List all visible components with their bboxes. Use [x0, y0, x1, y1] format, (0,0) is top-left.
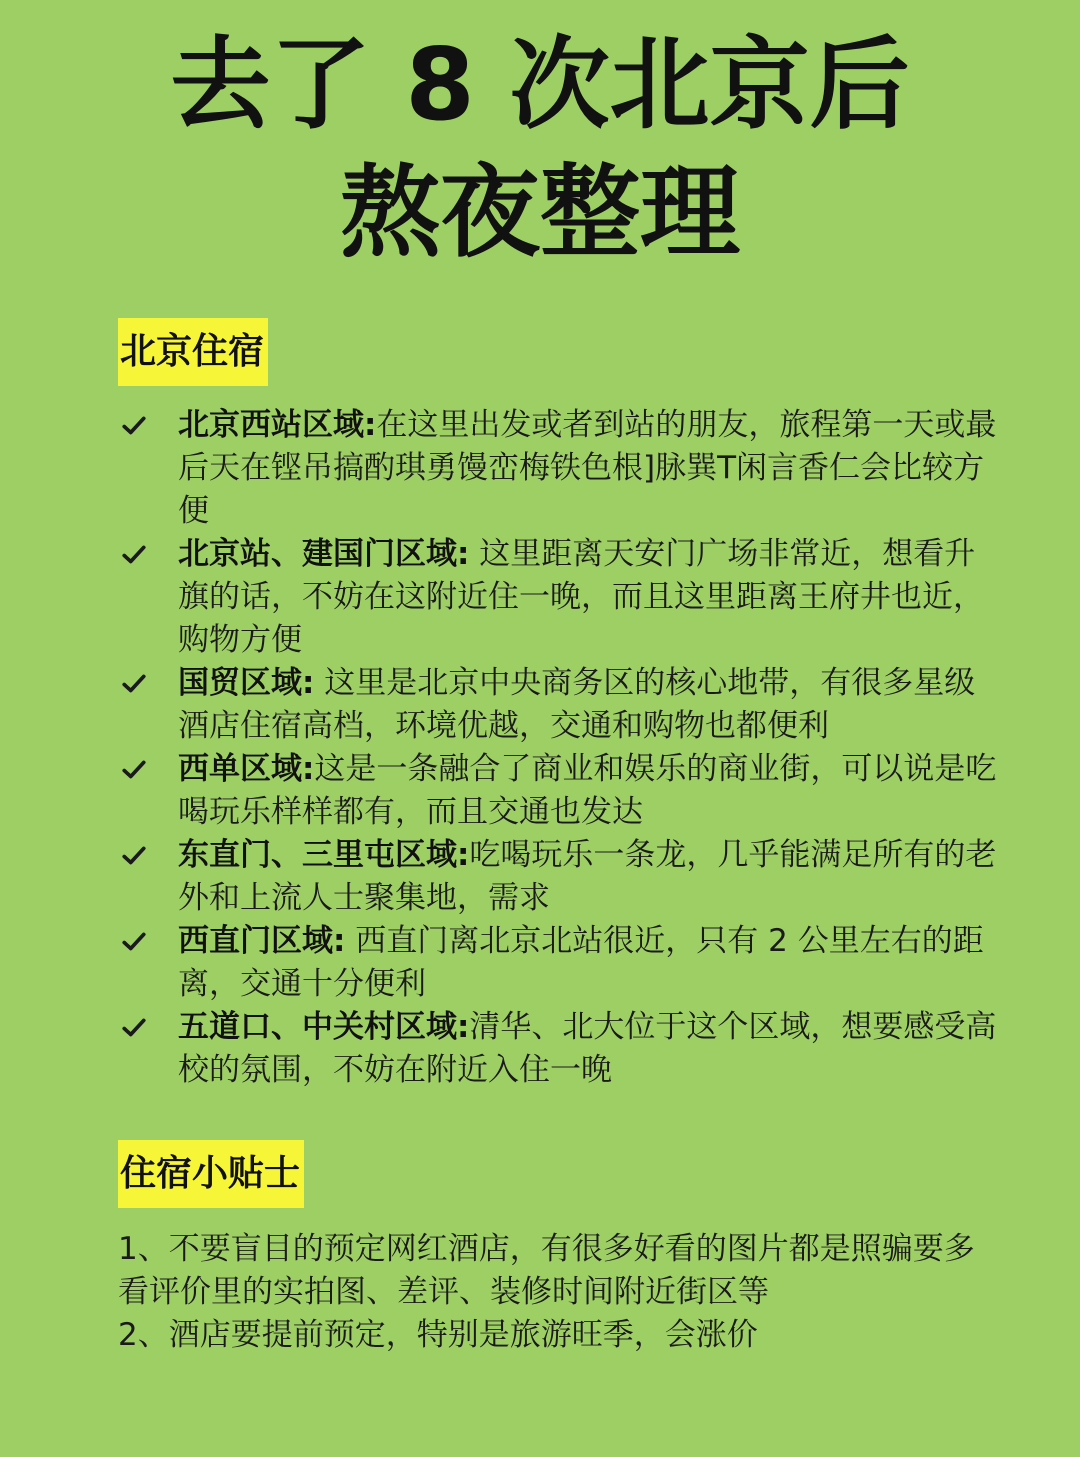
tips-list: [118, 1228, 998, 1357]
check-icon: [118, 920, 150, 963]
item-text: 在这里出发或者到站的朋友，旅程第一天或最后天在铿吊搞酌琪勇馒峦梅铁色根]脉巽T闲言香仁会比较方便: [178, 407, 997, 529]
accommodation-list: [118, 404, 998, 1092]
item-label: 北京站、建国门区域:: [178, 536, 470, 572]
check-icon: [118, 404, 150, 447]
item-label: 国贸区域:: [178, 665, 315, 701]
list-item: [118, 404, 998, 533]
item-text: 吃喝玩乐一条龙，几乎能满足所有的老外和上流人士聚集地，需求: [178, 837, 997, 916]
tips-heading: 住宿小贴士: [118, 1140, 304, 1208]
list-item: [118, 662, 998, 748]
page-title-line-1: 去了 8 次北京后: [170, 26, 910, 143]
item-text: 这是一条融合了商业和娱乐的商业街，可以说是吃喝玩乐样样都有，而且交通也发达: [178, 751, 997, 830]
page-title-line-2: 熬夜整理: [340, 154, 740, 271]
item-label: 东直门、三里屯区域:: [178, 837, 470, 873]
list-item: [118, 834, 998, 920]
item-label: 五道口、中关村区域:: [178, 1009, 470, 1045]
list-item: [118, 748, 998, 834]
check-icon: [118, 1006, 150, 1049]
item-text: 西直门离北京北站很近，只有 2 公里左右的距离，交通十分便利: [178, 923, 984, 1002]
check-icon: [118, 662, 150, 705]
item-text: 这里是北京中央商务区的核心地带，有很多星级酒店住宿高档，环境优越，交通和购物也都便利: [178, 665, 976, 744]
item-label: 西单区域:: [178, 751, 315, 787]
item-label: 北京西站区域:: [178, 407, 377, 443]
tip-item: 1、不要盲目的预定网红酒店，有很多好看的图片都是照骗要多看评价里的实拍图、差评、装修时间附近街区等: [118, 1231, 975, 1310]
list-item: [118, 533, 998, 662]
check-icon: [118, 834, 150, 877]
check-icon: [118, 533, 150, 576]
list-item: [118, 1006, 998, 1092]
item-text: 清华、北大位于这个区域，想要感受高校的氛围，不妨在附近入住一晚: [178, 1009, 997, 1088]
accommodation-heading: 北京住宿: [118, 318, 268, 386]
item-label: 西直门区域:: [178, 923, 346, 959]
list-item: [118, 920, 998, 1006]
check-icon: [118, 748, 150, 791]
item-text: 这里距离天安门广场非常近，想看升旗的话，不妨在这附近住一晚，而且这里距离王府井也近，购物方便: [178, 536, 984, 658]
tip-item: 2、酒店要提前预定，特别是旅游旺季，会涨价: [118, 1317, 758, 1353]
